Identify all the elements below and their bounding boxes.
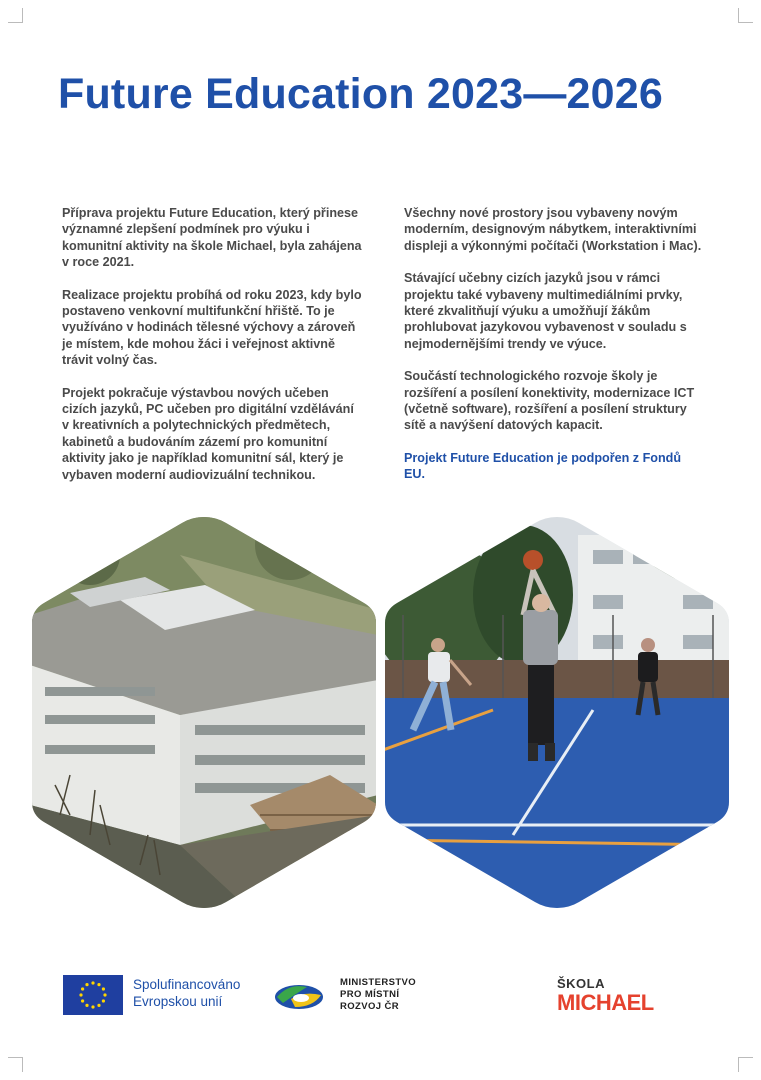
crop-mark-bottom-right [738,1057,753,1072]
paragraph: Projekt pokračuje výstavbou nových učeben cizích jazyků, PC učeben pro digitální vzdělávání v kreativních a polytechnických předmětech, kabinetů a budováním zázemí pro komunitní aktivity jako je například komunitní sál, který je vybaven moderní audiovizuální technikou. [62,385,354,482]
paragraph: Všechny nové prostory jsou vybaveny novým moderním, designovým nábytkem, interaktivními displeji a výkonnými počítači (Workstation i Mac). [404,206,702,253]
footer-logos [0,970,761,1030]
crop-mark-top-left [8,8,23,23]
paragraph: Stávající učebny cizích jazyků jsou v rámci projektu také vybaveny multimediálními prvky, které zkvalitňují výuku a umožňují žákům prohlubovat jazykovou vybavenost v souladu s nejmodernějšími trendy ve výuce. [404,271,687,351]
mmr-label-line: PRO MÍSTNÍ [340,989,400,1000]
eu-funding-note: Projekt Future Education je podpořen z Fondů EU. [404,450,682,482]
page-title: Future Education 2023—2026 [58,70,664,118]
school-building-photo [30,515,378,910]
skola-logo-bottom: MICHAEL [557,990,654,1015]
eu-cofinanced-label [133,976,240,1010]
right-text-column [404,205,704,499]
crop-mark-bottom-left [8,1057,23,1072]
paragraph: Realizace projektu probíhá od roku 2023, kdy bylo postaveno venkovní multifunkční hřiště. To je využíváno v hodinách tělesné výchovy a zároveň je místem, kde mohou žáci i veřejnost aktivně trávit volný čas. [62,287,362,368]
mmr-label-line: ROZVOJ ČR [340,1001,400,1012]
eu-flag-icon [63,975,123,1015]
paragraph: Příprava projektu Future Education, který přinese významné zlepšení podmínek pro výuku i komunitní aktivity na škole Michael, byla zahájena v roce 2021. [62,206,362,270]
eu-label-line: Spolufinancováno [133,977,241,992]
eu-label-line: Evropskou unií [133,994,223,1009]
skola-logo-top: ŠKOLA [557,976,605,991]
paragraph: Součástí technologického rozvoje školy je rozšíření a posílení konektivity, modernizace ICT (včetně software), rozšíření a posílení struktury sítě a navýšení datových kapacit. [404,369,695,433]
skola-michael-logo [557,976,657,1016]
left-text-column [62,205,362,499]
mmr-label-line: MINISTERSTVO [340,977,417,988]
sports-court-photo [383,515,731,910]
crop-mark-top-right [738,8,753,23]
mmr-logo-icon [273,977,325,1013]
mmr-label [340,977,416,1013]
